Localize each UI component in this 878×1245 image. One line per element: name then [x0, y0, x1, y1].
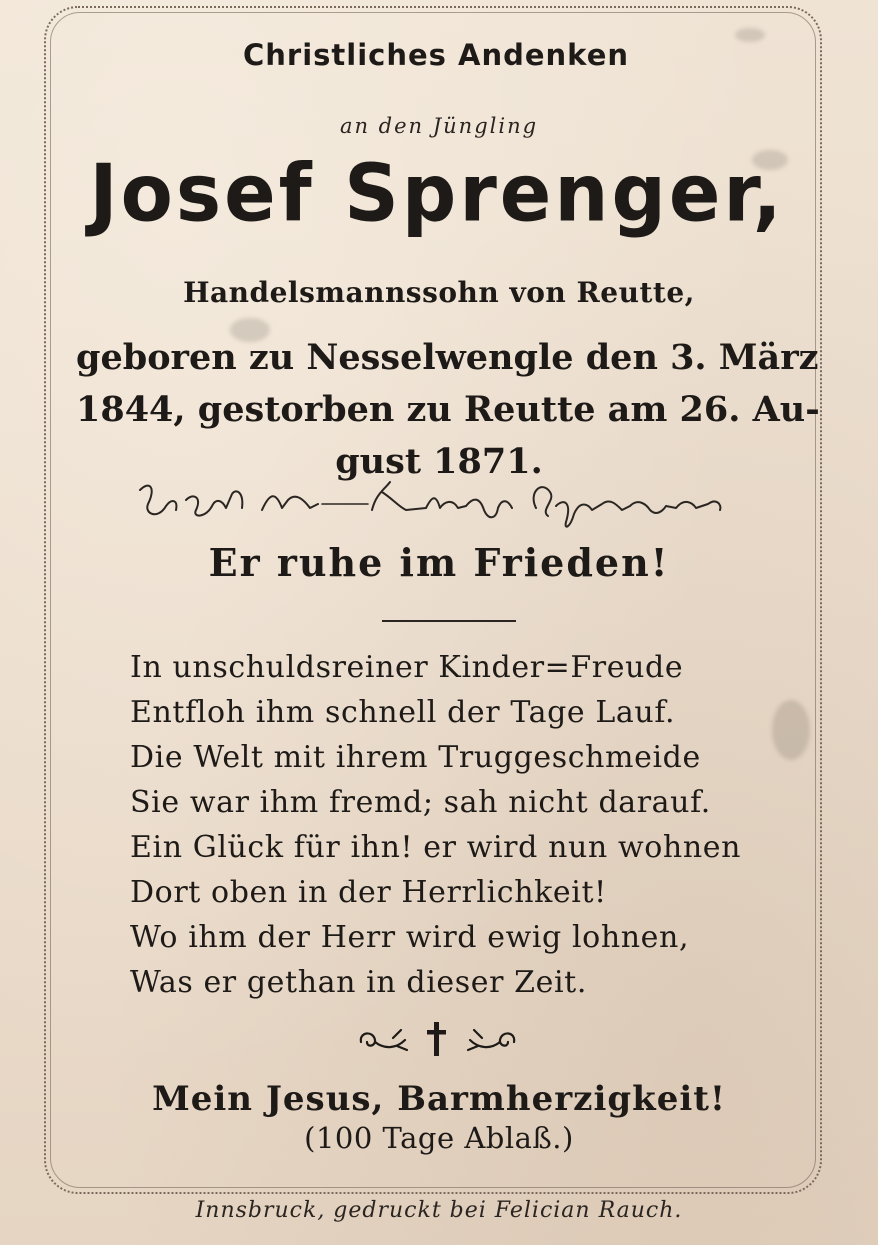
cross-ornament — [355, 1020, 520, 1062]
card-title: Christliches Andenken — [242, 38, 630, 72]
poem-line: Wo ihm der Herr wird ewig lohnen, — [130, 920, 690, 955]
divider-rule — [382, 620, 516, 622]
life-dates-line-3: gust 1871. — [335, 441, 543, 482]
poem-line: Was er gethan in dieser Zeit. — [130, 965, 587, 1000]
prayer-line: Mein Jesus, Barmherzigkeit! — [152, 1079, 726, 1119]
life-dates-line-2: 1844, gestorben zu Reutte am 26. Au- — [76, 389, 820, 430]
handwritten-note — [136, 470, 726, 534]
cross-icon — [427, 1022, 446, 1056]
poem-line: Ein Glück für ihn! er wird nun wohnen — [130, 830, 742, 865]
printer-imprint: Innsbruck, gedruckt bei Felician Rauch. — [195, 1198, 683, 1223]
rest-in-peace-line: Er ruhe im Frieden! — [208, 540, 670, 585]
poem-line: Dort oben in der Herrlichkeit! — [130, 875, 607, 910]
indulgence-line: (100 Tage Ablaß.) — [304, 1121, 574, 1155]
occupation-line: Handelsmannssohn von Reutte, — [183, 276, 695, 309]
ornament-scroll-left-icon — [361, 1030, 407, 1050]
ornament-scroll-right-icon — [468, 1030, 514, 1050]
memorial-poem — [130, 645, 790, 1005]
life-dates-line-1: geboren zu Nesselwengle den 3. März — [76, 337, 819, 378]
poem-line: In unschuldsreiner Kinder=Freude — [130, 650, 684, 685]
recipient-line: an den Jüngling — [339, 114, 539, 138]
poem-line: Sie war ihm fremd; sah nicht darauf. — [130, 785, 711, 820]
poem-line: Entfloh ihm schnell der Tage Lauf. — [130, 695, 676, 730]
poem-line: Die Welt mit ihrem Truggeschmeide — [130, 740, 701, 775]
deceased-name: Josef Sprenger, — [89, 145, 785, 240]
